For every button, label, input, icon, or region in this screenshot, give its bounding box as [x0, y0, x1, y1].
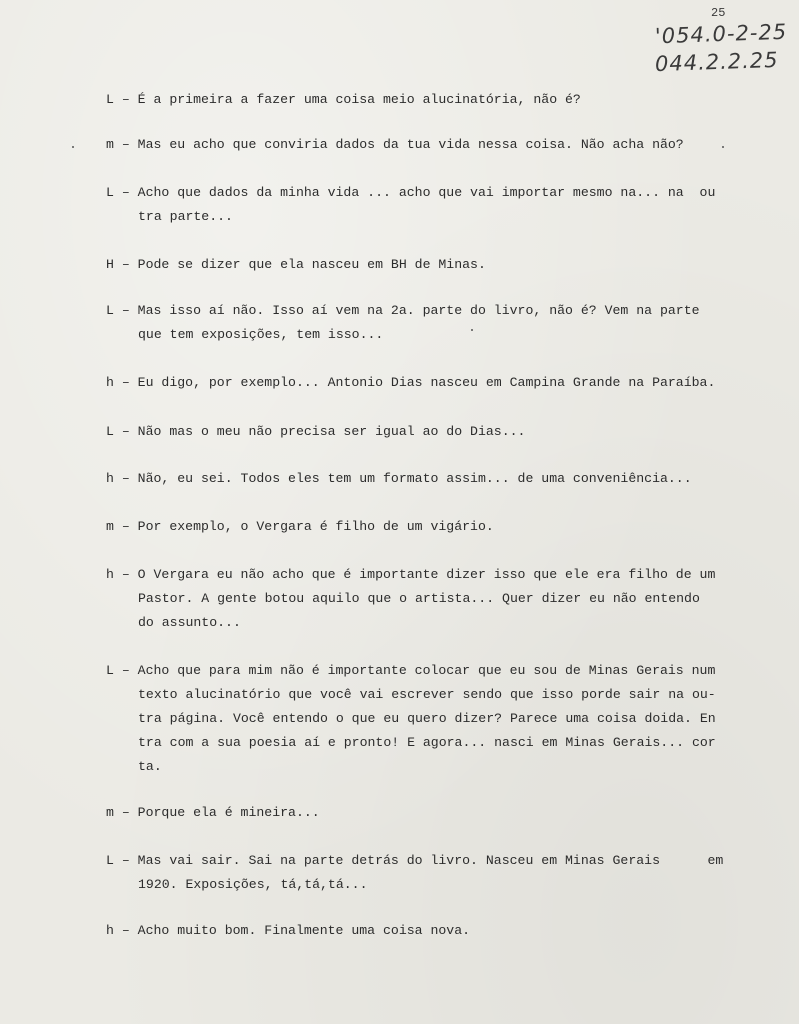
dialogue-text: O Vergara eu não acho que é importante dizer isso que ele era filho de um: [137, 567, 716, 582]
speaker-label: m: [106, 519, 114, 534]
dialogue-first-line: [106, 371, 726, 395]
dialogue-first-line: [106, 801, 726, 825]
dialogue-entry: [106, 849, 726, 897]
speaker-label: h: [106, 923, 114, 938]
dialogue-first-line: [106, 659, 726, 683]
dialogue-text: Não, eu sei. Todos eles tem um formato assim... de uma conveniência...: [137, 471, 692, 486]
dialogue-entry: [106, 299, 726, 347]
dialogue-continuation-line: tra página. Você entendo o que eu quero dizer? Parece uma coisa doida. En: [138, 711, 716, 726]
handwritten-archive-code-2: 044.2.2.25: [654, 47, 779, 77]
dialogue-text: Mas eu acho que conviria dados da tua vida nessa coisa. Não acha não?: [137, 137, 684, 152]
dialogue-text: Acho muito bom. Finalmente uma coisa nova.: [137, 923, 471, 938]
dialogue-text: Porque ela é mineira...: [137, 805, 320, 820]
dialogue-entry: [106, 515, 726, 539]
speaker-dash: –: [113, 923, 138, 938]
dialogue-first-line: [106, 563, 726, 587]
dialogue-text: Mas vai sair. Sai na parte detrás do livro. Nasceu em Minas Gerais em: [137, 853, 724, 868]
dialogue-entry: [106, 88, 726, 112]
speaker-label: L: [106, 185, 114, 200]
dialogue-entry: [106, 371, 726, 395]
speaker-dash: –: [113, 185, 138, 200]
dialogue-entry: [106, 253, 726, 277]
speaker-dash: –: [113, 471, 138, 486]
speaker-label: h: [106, 567, 114, 582]
dialogue-text: Não mas o meu não precisa ser igual ao do Dias...: [137, 424, 526, 439]
dialogue-entry: [106, 181, 726, 229]
speaker-label: L: [106, 663, 114, 678]
speaker-dash: –: [113, 92, 138, 107]
speaker-label: h: [106, 375, 114, 390]
dialogue-entry: [106, 659, 726, 779]
dialogue-first-line: [106, 420, 726, 444]
speaker-label: m: [106, 805, 114, 820]
dialogue-text: Eu digo, por exemplo... Antonio Dias nasceu em Campina Grande na Paraíba.: [137, 375, 716, 390]
dialogue-entry: [106, 563, 726, 635]
speaker-dash: –: [113, 303, 138, 318]
dialogue-continuation-line: que tem exposições, tem isso...: [138, 327, 384, 342]
dialogue-continuation-line: tra com a sua poesia aí e pronto! E agora... nasci em Minas Gerais... cor: [138, 735, 716, 750]
page-number: 25: [711, 6, 726, 20]
dialogue-continuation-line: texto alucinatório que você vai escrever sendo que isso porde sair na ou-: [138, 687, 716, 702]
dialogue-first-line: [106, 849, 726, 873]
speaker-dash: –: [113, 424, 138, 439]
speaker-dash: –: [113, 137, 138, 152]
speaker-dash: –: [113, 805, 138, 820]
dialogue-first-line: [106, 299, 726, 323]
stray-mark: [722, 146, 724, 148]
speaker-dash: –: [113, 663, 138, 678]
speaker-label: L: [106, 853, 114, 868]
stray-mark: [471, 329, 473, 331]
speaker-label: H: [106, 257, 114, 272]
dialogue-text: Pode se dizer que ela nasceu em BH de Minas.: [137, 257, 486, 272]
dialogue-entry: [106, 467, 726, 491]
speaker-dash: –: [113, 257, 138, 272]
dialogue-continuation-line: Pastor. A gente botou aquilo que o artista... Quer dizer eu não entendo: [138, 591, 700, 606]
dialogue-first-line: [106, 253, 726, 277]
dialogue-continuation-line: tra parte...: [138, 209, 233, 224]
dialogue-continuation-line: 1920. Exposições, tá,tá,tá...: [138, 877, 368, 892]
speaker-label: h: [106, 471, 114, 486]
dialogue-text: É a primeira a fazer uma coisa meio alucinatória, não é?: [137, 92, 581, 107]
handwritten-archive-code-1: '054.0-2-25: [654, 19, 788, 49]
dialogue-continuation-line: do assunto...: [138, 615, 241, 630]
dialogue-first-line: [106, 133, 726, 157]
speaker-dash: –: [113, 375, 138, 390]
dialogue-text: Por exemplo, o Vergara é filho de um vigário.: [137, 519, 494, 534]
dialogue-entry: [106, 919, 726, 943]
dialogue-first-line: [106, 467, 726, 491]
dialogue-entry: [106, 133, 726, 157]
dialogue-first-line: [106, 919, 726, 943]
dialogue-text: Acho que dados da minha vida ... acho que vai importar mesmo na... na ou: [137, 185, 716, 200]
dialogue-entry: [106, 801, 726, 825]
dialogue-first-line: [106, 515, 726, 539]
speaker-label: L: [106, 303, 114, 318]
speaker-label: L: [106, 424, 114, 439]
stray-mark: [72, 146, 74, 148]
speaker-dash: –: [113, 519, 138, 534]
speaker-dash: –: [113, 853, 138, 868]
speaker-label: L: [106, 92, 114, 107]
dialogue-entry: [106, 420, 726, 444]
dialogue-continuation-line: ta.: [138, 759, 162, 774]
dialogue-text: Mas isso aí não. Isso aí vem na 2a. parte do livro, não é? Vem na parte: [137, 303, 700, 318]
speaker-label: m: [106, 137, 114, 152]
dialogue-first-line: [106, 181, 726, 205]
dialogue-text: Acho que para mim não é importante colocar que eu sou de Minas Gerais num: [137, 663, 716, 678]
speaker-dash: –: [113, 567, 138, 582]
dialogue-first-line: [106, 88, 726, 112]
